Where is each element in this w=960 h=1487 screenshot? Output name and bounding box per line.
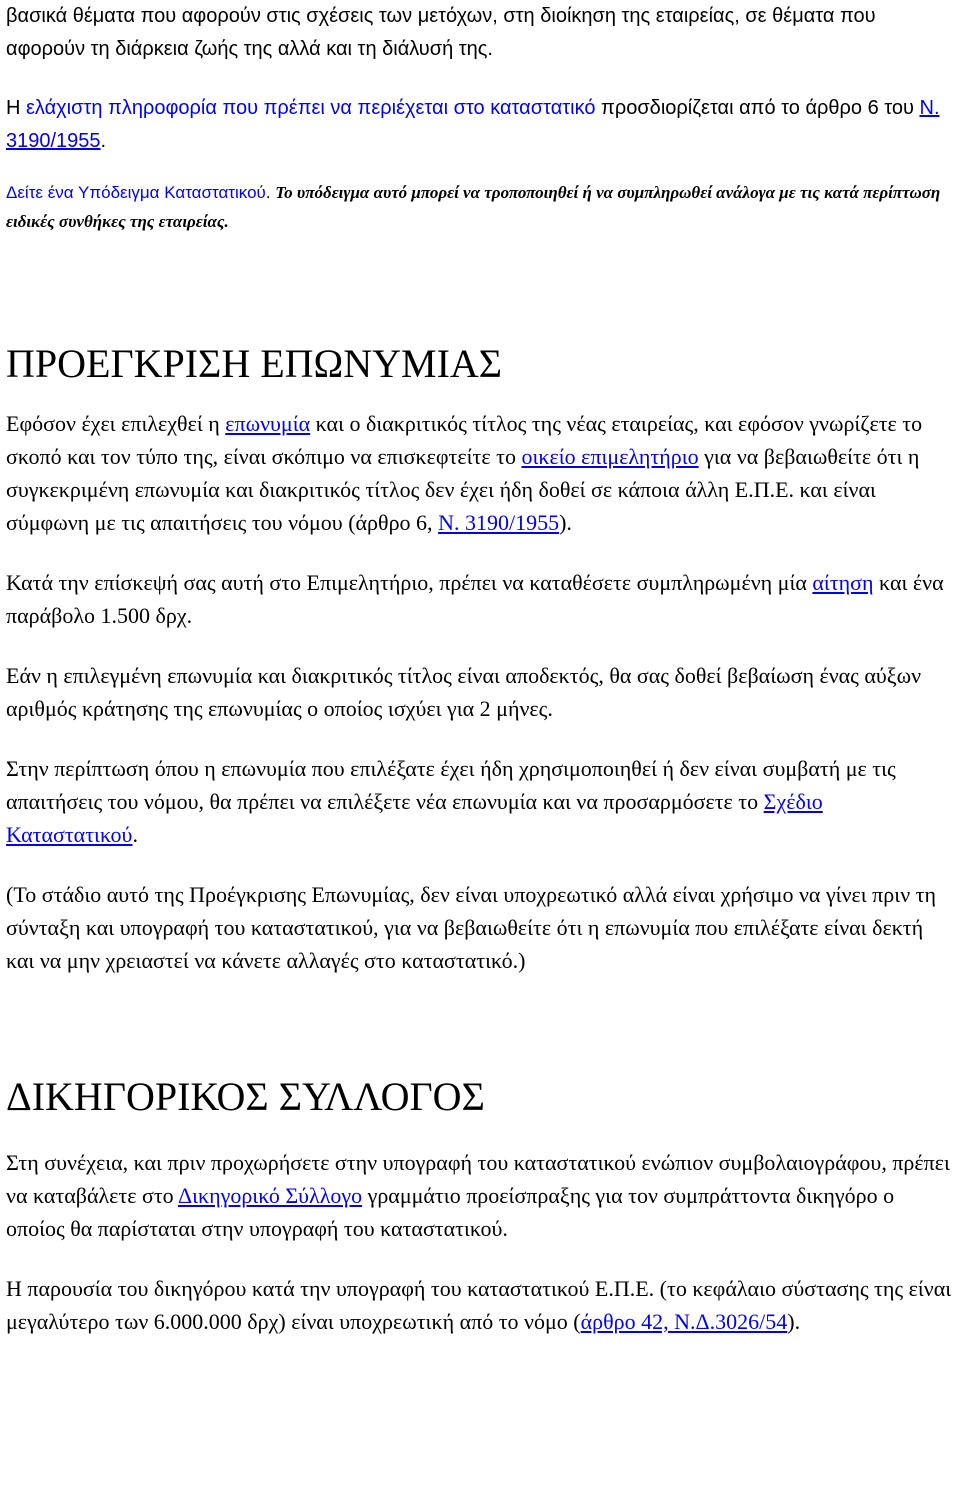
sample-note-bold: Το υπόδειγμα αυτό μπορεί να τροποποιηθεί ή να συμπληρωθεί ανάλογα με τις κατά περίπτωση ειδικές συνθήκες της εταιρείας. xyxy=(6,183,941,231)
proegkrisi-p2-text-b: και ένα παράβολο 1.500 δρχ. xyxy=(6,570,944,628)
link-draft-statute[interactable]: Σχέδιο Καταστατικού xyxy=(6,789,823,847)
dikigorikos-paragraph-2 xyxy=(6,1272,954,1338)
section-title-proegkrisi: ΠΡΟΕΓΚΡΙΣΗ ΕΠΩΝΥΜΙΑΣ xyxy=(6,341,503,386)
intro-paragraph-2 xyxy=(6,92,954,158)
proegkrisi-p4-text-a: Στην περίπτωση όπου η επωνυμία που επιλέξατε έχει ήδη χρησιμοποιηθεί ή δεν είναι συμβατή με τις απαιτήσεις του νόμου, θα πρέπει να επιλέξετε νέα επωνυμία και να προσαρμόσετε το xyxy=(6,756,896,814)
link-law-3190-article-6[interactable]: Ν. 3190/1955 xyxy=(438,510,560,535)
proegkrisi-paragraph-2 xyxy=(6,566,954,632)
proegkrisi-p1-text-a: Εφόσον έχει επιλεχθεί η xyxy=(6,411,226,436)
intro-p2-text-c: . xyxy=(100,130,107,152)
dikigorikos-p1-text-b: γραμμάτιο προείσπραξης για τον συμπράττοντα δικηγόρο ο οποίος θα παρίσταται στην υπογραφή του καταστατικού. xyxy=(6,1183,895,1241)
proegkrisi-paragraph-5 xyxy=(6,878,954,977)
proegkrisi-p1-text-d: ). xyxy=(559,510,572,535)
proegkrisi-paragraph-4 xyxy=(6,752,954,851)
link-article-42[interactable]: άρθρο 42, Ν.Δ.3026/54 xyxy=(580,1309,788,1334)
proegkrisi-p1-text-b: και ο διακριτικός τίτλος της νέας εταιρείας, και εφόσον γνωρίζετε το σκοπό και τον τύπο της, είναι σκόπιμο να επισκεφτείτε το xyxy=(6,411,923,469)
dikigorikos-p1-text-a: Στη συνέχεια, και πριν προχωρήσετε στην υπογραφή του καταστατικού ενώπιον συμβολαιογράφου, πρέπει να καταβάλετε στο xyxy=(6,1150,950,1208)
link-chamber[interactable]: οικείο επιμελητήριο xyxy=(521,444,699,469)
link-sample-statute[interactable]: Δείτε ένα Υπόδειγμα Καταστατικού xyxy=(6,183,266,202)
section-title-dikigorikos: ΔΙΚΗΓΟΡΙΚΟΣ ΣΥΛΛΟΓΟΣ xyxy=(6,1074,485,1119)
proegkrisi-p3-text: Εάν η επιλεγμένη επωνυμία και διακριτικός τίτλος είναι αποδεκτός, θα σας δοθεί βεβαίωση ένας αύξων αριθμός κράτησης της επωνυμίας ο οποίος ισχύει για 2 μήνες. xyxy=(6,663,922,721)
proegkrisi-p1-text-c: για να βεβαιωθείτε ότι η συγκεκριμένη επωνυμία και διακριτικός τίτλος δεν έχει ήδη δοθεί σε κάποια άλλη Ε.Π.Ε. και είναι σύμφωνη με τις απαιτήσεις του νόμου (άρθρο 6, xyxy=(6,444,920,535)
intro-p2-text-a: Η xyxy=(6,97,26,119)
proegkrisi-p5-text: (Το στάδιο αυτό της Προέγκρισης Επωνυμίας, δεν είναι υποχρεωτικό αλλά είναι χρήσιμο να γίνει πριν τη σύνταξη και υπογραφή του καταστατικού, για να βεβαιωθείτε ότι η επωνυμία που επιλέξατε είναι δεκτή και να μην χρειαστεί να κάνετε αλλαγές στο καταστατικό.) xyxy=(6,882,936,973)
intro-p2-text-b: προσδιορίζεται από το άρθρο 6 του xyxy=(595,97,920,119)
proegkrisi-paragraph-3 xyxy=(6,659,954,725)
intro-paragraph-3 xyxy=(6,178,954,236)
dikigorikos-p2-text-a: Η παρουσία του δικηγόρου κατά την υπογραφή του καταστατικού Ε.Π.Ε. (το κεφάλαιο σύστασης της είναι μεγαλύτερο των 6.000.000 δρχ) είναι υποχρεωτική από το νόμο ( xyxy=(6,1276,952,1334)
proegkrisi-p4-text-b: . xyxy=(132,822,138,847)
link-application[interactable]: αίτηση xyxy=(812,570,874,595)
proegkrisi-paragraph-1 xyxy=(6,407,954,539)
proegkrisi-p2-text-a: Κατά την επίσκεψή σας αυτή στο Επιμελητήριο, πρέπει να καταθέσετε συμπληρωμένη μία xyxy=(6,570,813,595)
intro-paragraph-1 xyxy=(6,0,954,66)
link-minimum-info[interactable]: ελάχιστη πληροφορία που πρέπει να περιέχεται στο καταστατικό xyxy=(26,97,596,119)
dikigorikos-paragraph-1 xyxy=(6,1146,954,1245)
intro-p1-text: βασικά θέματα που αφορούν στις σχέσεις των μετόχων, στη διοίκηση της εταιρείας, σε θέματα που αφορούν τη διάρκεια ζωής της αλλά και τη διάλυσή της. xyxy=(6,5,876,60)
link-bar-association[interactable]: Δικηγορικό Σύλλογο xyxy=(177,1183,363,1208)
dikigorikos-p2-text-b: ). xyxy=(787,1309,801,1334)
link-law-3190[interactable]: Ν. 3190/1955 xyxy=(6,97,940,152)
document-page xyxy=(6,0,954,1338)
link-eponymia[interactable]: επωνυμία xyxy=(225,411,311,436)
intro-p3-text-a: . xyxy=(265,183,276,202)
